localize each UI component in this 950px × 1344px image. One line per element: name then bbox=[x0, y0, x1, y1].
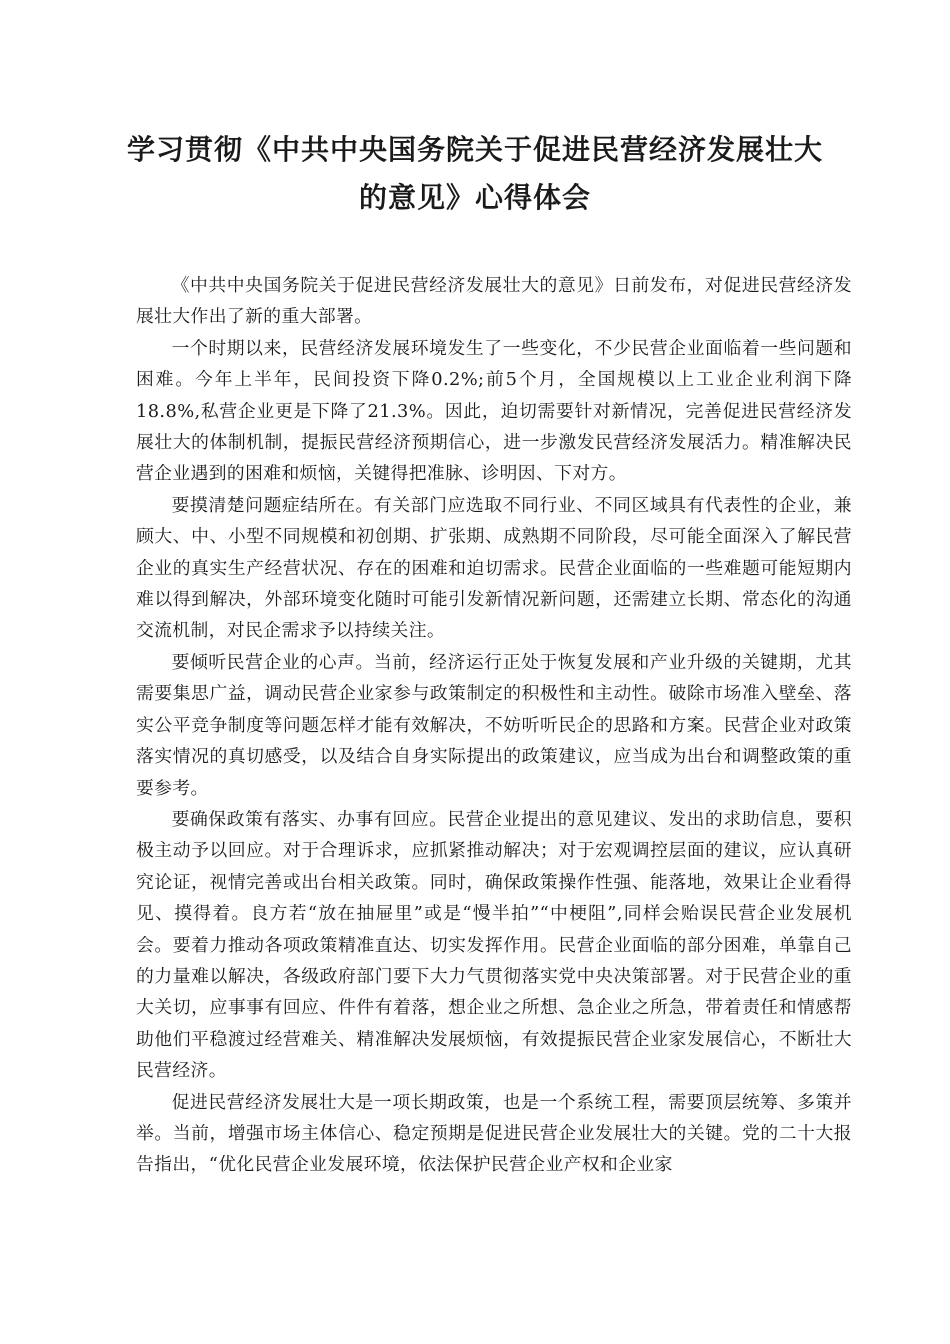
paragraph-intro: 《中共中央国务院关于促进民营经济发展壮大的意见》日前发布，对促进民营经济发展壮大作出了新的重大部署。 bbox=[136, 275, 852, 328]
paragraph-background: 一个时期以来，民营经济发展环境发生了一些变化，不少民营企业面临着一些问题和困难。今年上半年，民间投资下降0.2%;前5个月，全国规模以上工业企业利润下降18.8%,私营企业更是下降了21.3%。因此，迫切需要针对新情况，完善促进民营经济发展壮大的体制机制，提振民营经济预期信心，进一步激发民营经济发展活力。精准解决民营企业遇到的困难和烦恼，关键得把准脉、诊明因、下对方。 bbox=[136, 337, 852, 485]
paragraph-diagnose-problems: 要摸清楚问题症结所在。有关部门应选取不同行业、不同区域具有代表性的企业，兼顾大、中、小型不同规模和初创期、扩张期、成熟期不同阶段，尽可能全面深入了解民营企业的真实生产经营状况、存在的困难和迫切需求。民营企业面临的一些难题可能短期内难以得到解决，外部环境变化随时可能引发新情况新问题，还需建立长期、常态化的沟通交流机制，对民企需求予以持续关注。 bbox=[136, 494, 852, 642]
document-body bbox=[136, 270, 852, 1181]
paragraph-long-term-policy: 促进民营经济发展壮大是一项长期政策，也是一个系统工程，需要顶层统筹、多策并举。当前，增强市场主体信心、稳定预期是促进民营企业发展壮大的关键。党的二十大报告指出，“优化民营企业发展环境，依法保护民营企业产权和企业家 bbox=[136, 1091, 852, 1176]
paragraph-ensure-policy-implementation: 要确保政策有落实、办事有回应。民营企业提出的意见建议、发出的求助信息，要积极主动予以回应。对于合理诉求，应抓紧推动解决；对于宏观调控层面的建议，应认真研究论证，视情完善或出台相关政策。同时，确保政策操作性强、能落地，效果让企业看得见、摸得着。良方若“放在抽屉里”或是“慢半拍”“中梗阻”,同样会贻误民营企业发展机会。要着力推动各项政策精准直达、切实发挥作用。民营企业面临的部分困难，单靠自己的力量难以解决，各级政府部门要下大力气贯彻落实党中央决策部署。对于民营企业的重大关切，应事事有回应、件件有着落，想企业之所想、急企业之所急，带着责任和情感帮助他们平稳渡过经营难关、精准解决发展烦恼，有效提振民营企业家发展信心，不断壮大民营经济。 bbox=[136, 808, 852, 1082]
document-title bbox=[120, 126, 830, 222]
title-line-2: 的意见》心得体会 bbox=[358, 181, 591, 214]
title-line-1: 学习贯彻《中共中央国务院关于促进民营经济发展壮大 bbox=[126, 133, 823, 166]
paragraph-listen-to-enterprises: 要倾听民营企业的心声。当前，经济运行正处于恢复发展和产业升级的关键期，尤其需要集思广益，调动民营企业家参与政策制定的积极性和主动性。破除市场准入壁垒、落实公平竞争制度等问题怎样才能有效解决，不妨听听民企的思路和方案。民营企业对政策落实情况的真切感受，以及结合自身实际提出的政策建议，应当成为出台和调整政策的重要参考。 bbox=[136, 651, 852, 799]
